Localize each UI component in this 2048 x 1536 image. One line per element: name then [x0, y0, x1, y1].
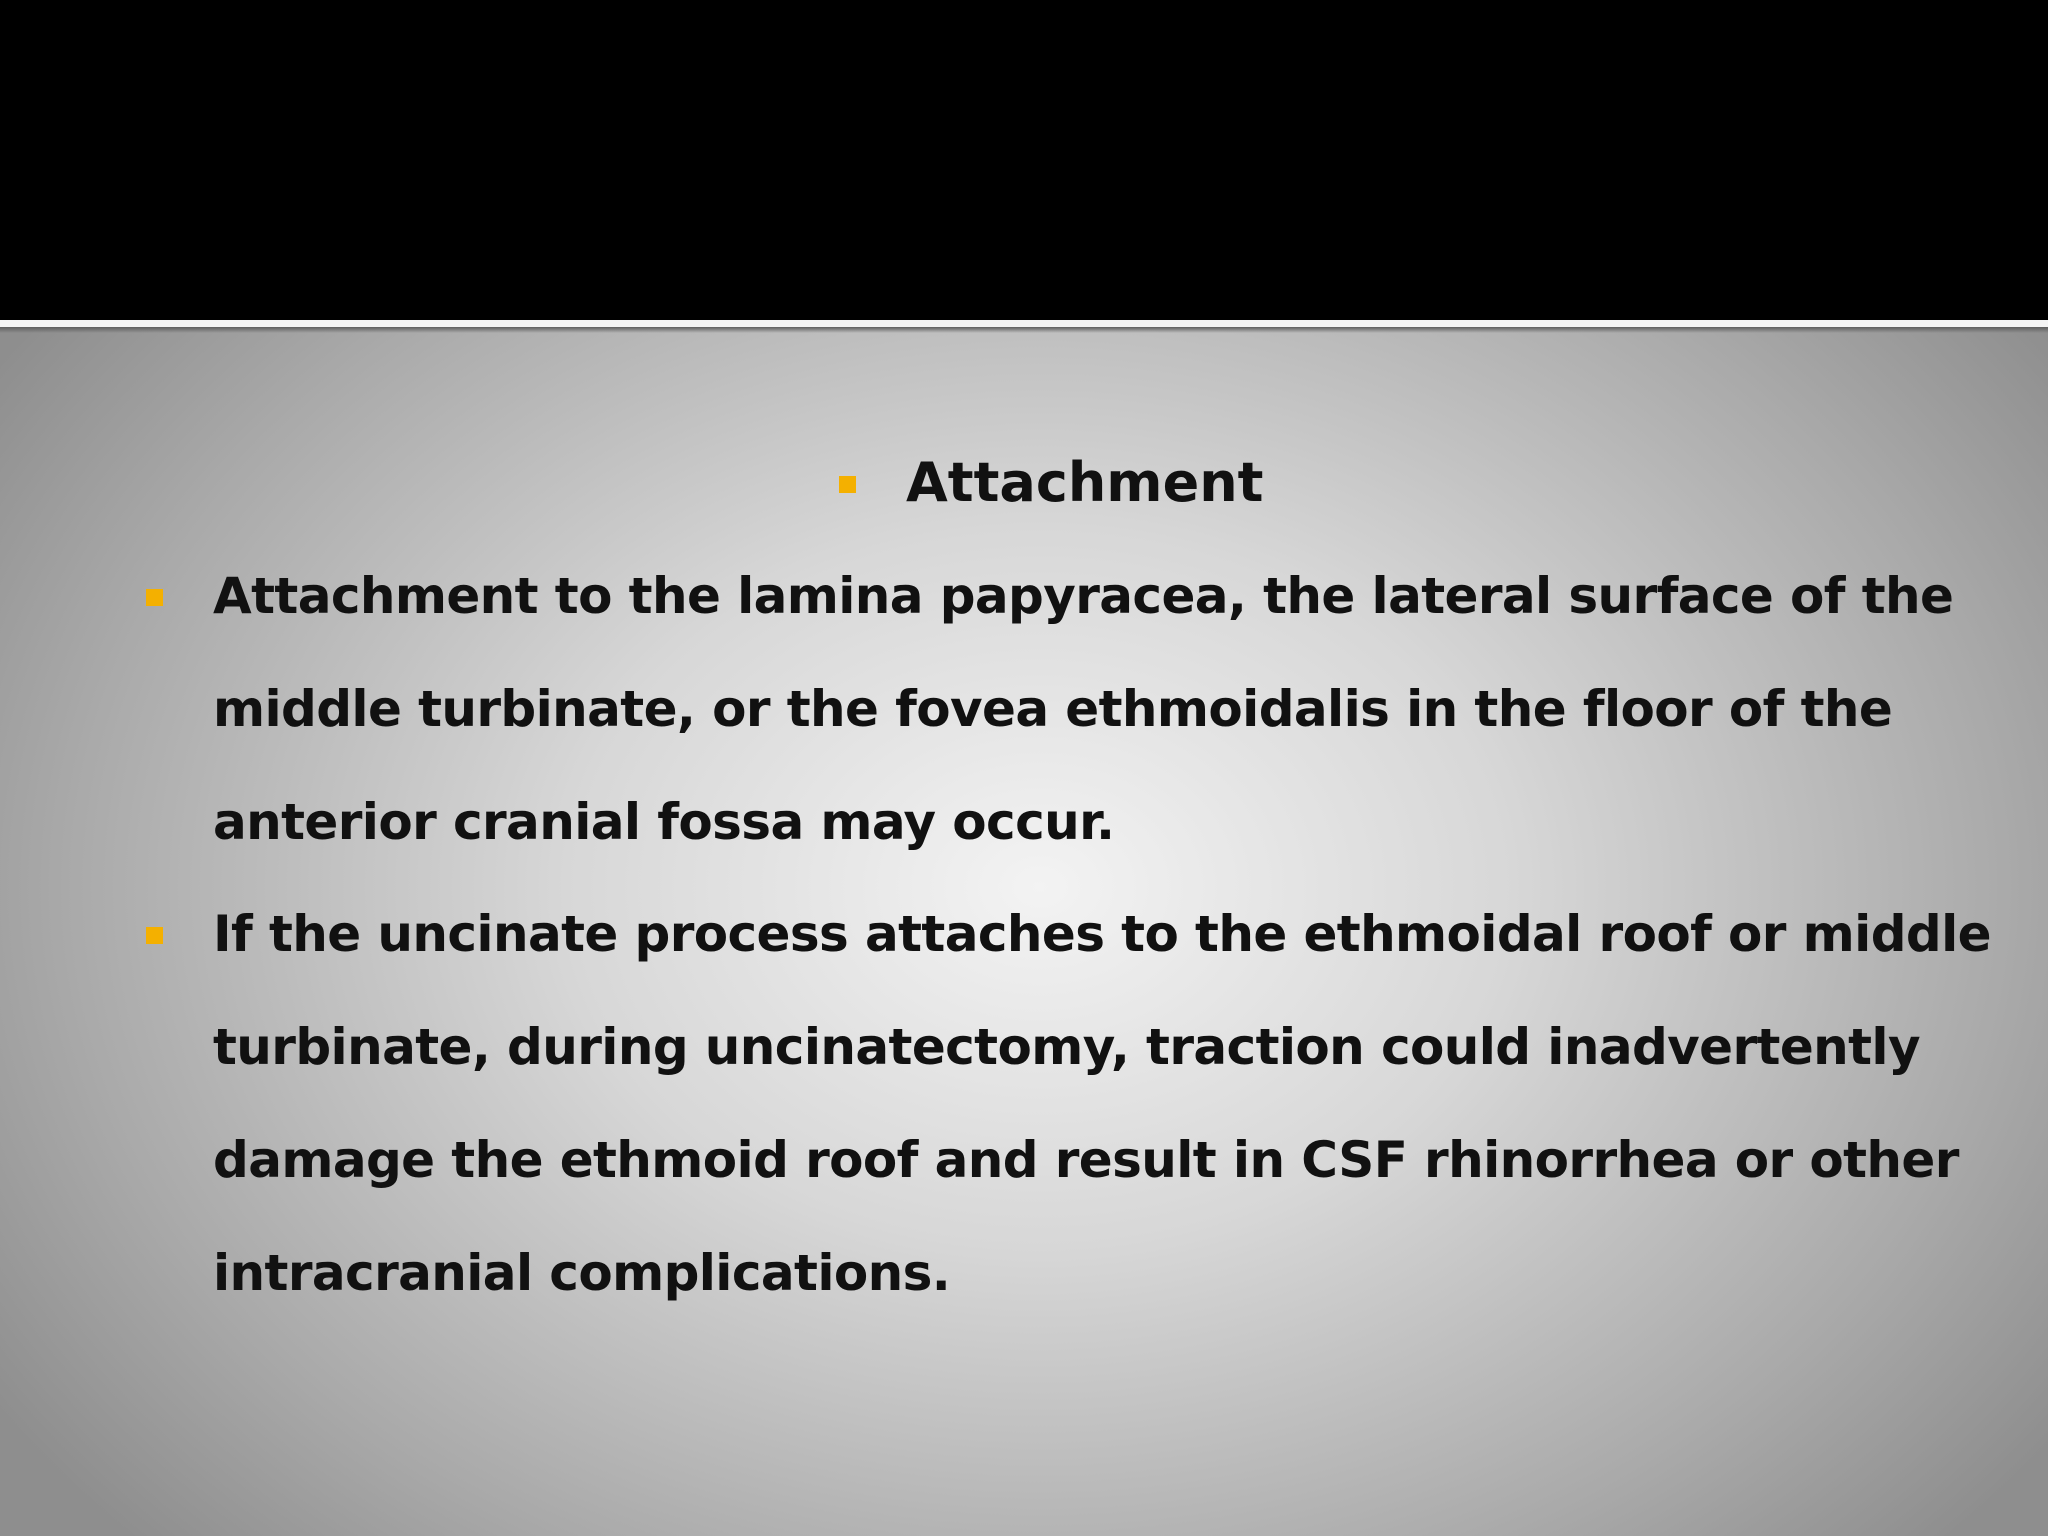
paragraph-line: damage the ethmoid roof and result in CSF rhinorrhea or other	[213, 1131, 1959, 1189]
slide-heading: Attachment	[906, 451, 1264, 514]
bullet-paragraph-2	[213, 878, 2003, 1330]
slide-heading-row	[0, 448, 2048, 518]
title-band	[0, 0, 2048, 320]
square-bullet-icon	[146, 927, 163, 944]
paragraph-line: middle turbinate, or the fovea ethmoidalis in the floor of the	[213, 680, 1893, 738]
paragraph-line: intracranial complications.	[213, 1244, 951, 1302]
title-divider	[0, 320, 2048, 327]
divider-shadow	[0, 327, 2048, 333]
paragraph-line: anterior cranial fossa may occur.	[213, 793, 1115, 851]
square-bullet-icon	[146, 589, 163, 606]
square-bullet-icon	[839, 476, 856, 493]
paragraph-line: Attachment to the lamina papyracea, the lateral surface of the	[213, 567, 1954, 625]
paragraph-line: turbinate, during uncinatectomy, traction could inadvertently	[213, 1018, 1920, 1076]
paragraph-line: If the uncinate process attaches to the ethmoidal roof or middle	[213, 905, 1991, 963]
bullet-paragraph-1	[213, 540, 2003, 879]
